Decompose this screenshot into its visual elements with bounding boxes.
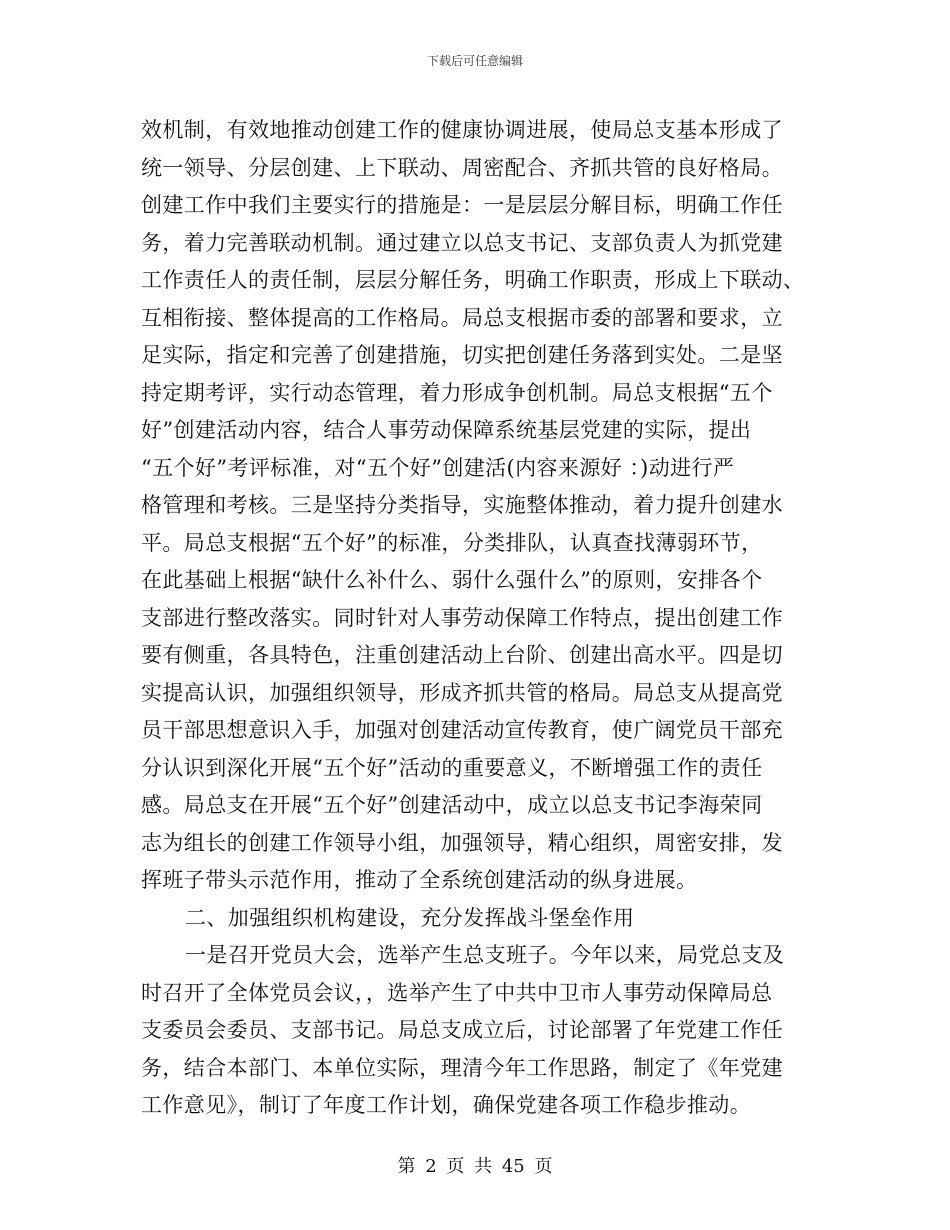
page-header: 下载后可任意编辑	[426, 54, 523, 68]
text-line: 二、加强组织机构建设，充分发挥战斗堡垒作用	[185, 905, 635, 930]
text-line: 支部进行整改落实。同时针对人事劳动保障工作特点，提出创建工作	[141, 605, 783, 630]
text-line: 支委员会委员、支部书记。局总支成立后，讨论部署了年党建工作任	[141, 1018, 783, 1042]
text-line: 务，着力完善联动机制。通过建立以总支书记、支部负责人为抓党建	[141, 230, 783, 255]
text-line: 一是召开党员大会，选举产生总支班子。今年以来，局党总支及	[185, 943, 785, 967]
text-line: 创建工作中我们主要实行的措施是：一是层层分解目标，明确工作任	[141, 193, 783, 217]
text-line: 平。局总支根据“五个好”的标准，分类排队，认真查找薄弱环节，	[141, 530, 763, 555]
text-line: 务，结合本部门、本单位实际，理清今年工作思路，制定了《年党建	[141, 1055, 783, 1080]
text-line: 在此基础上根据“缺什么补什么、弱什么强什么”的原则，安排各个	[141, 568, 763, 592]
text-line: 挥班子带头示范作用，推动了全系统创建活动的纵身进展。	[141, 868, 698, 892]
text-line: 要有侧重，各具特色，注重创建活动上台阶、创建出高水平。四是切	[141, 643, 783, 667]
text-line: 统一领导、分层创建、上下联动、周密配合、齐抓共管的良好格局。	[141, 155, 783, 180]
text-line: “五个好”考评标准，对“五个好”创建活(内容来源好 ：)动进行严	[141, 455, 735, 480]
text-line: 时召开了全体党员会议，，选举产生了中共中卫市人事劳动保障局总	[141, 980, 773, 1005]
page-footer: 第 2 页 共 45 页	[397, 1156, 553, 1177]
text-line: 实提高认识，加强组织领导，形成齐抓共管的格局。局总支从提高党	[141, 680, 783, 705]
text-line: 足实际，指定和完善了创建措施，切实把创建任务落到实处。二是坚	[141, 343, 783, 367]
text-line: 格管理和考核。三是坚持分类指导，实施整体推动，着力提升创建水	[141, 493, 783, 517]
text-line: 志为组长的创建工作领导小组，加强领导，精心组织，周密安排，发	[141, 830, 783, 855]
text-line: 工作意见》，制订了年度工作计划，确保党建各项工作稳步推动。	[141, 1093, 752, 1117]
text-line: 持定期考评，实行动态管理，着力形成争创机制。局总支根据“五个	[141, 380, 773, 405]
text-line: 感。局总支在开展“五个好”创建活动中，成立以总支书记李海荣同	[141, 793, 763, 817]
text-line: 工作责任人的责任制，层层分解任务，明确工作职责，形成上下联动、	[141, 268, 805, 292]
text-line: 互相衔接、整体提高的工作格局。局总支根据市委的部署和要求，立	[141, 305, 783, 330]
text-line: 好”创建活动内容，结合人事劳动保障系统基层党建的实际，提出	[141, 418, 752, 442]
text-line: 员干部思想意识入手，加强对创建活动宣传教育，使广阔党员干部充	[141, 718, 783, 742]
text-line: 分认识到深化开展“五个好”活动的重要意义，不断增强工作的责任	[141, 755, 763, 780]
document-body	[141, 112, 821, 1125]
text-line: 效机制，有效地推动创建工作的健康协调进展，使局总支基本形成了	[141, 118, 783, 142]
